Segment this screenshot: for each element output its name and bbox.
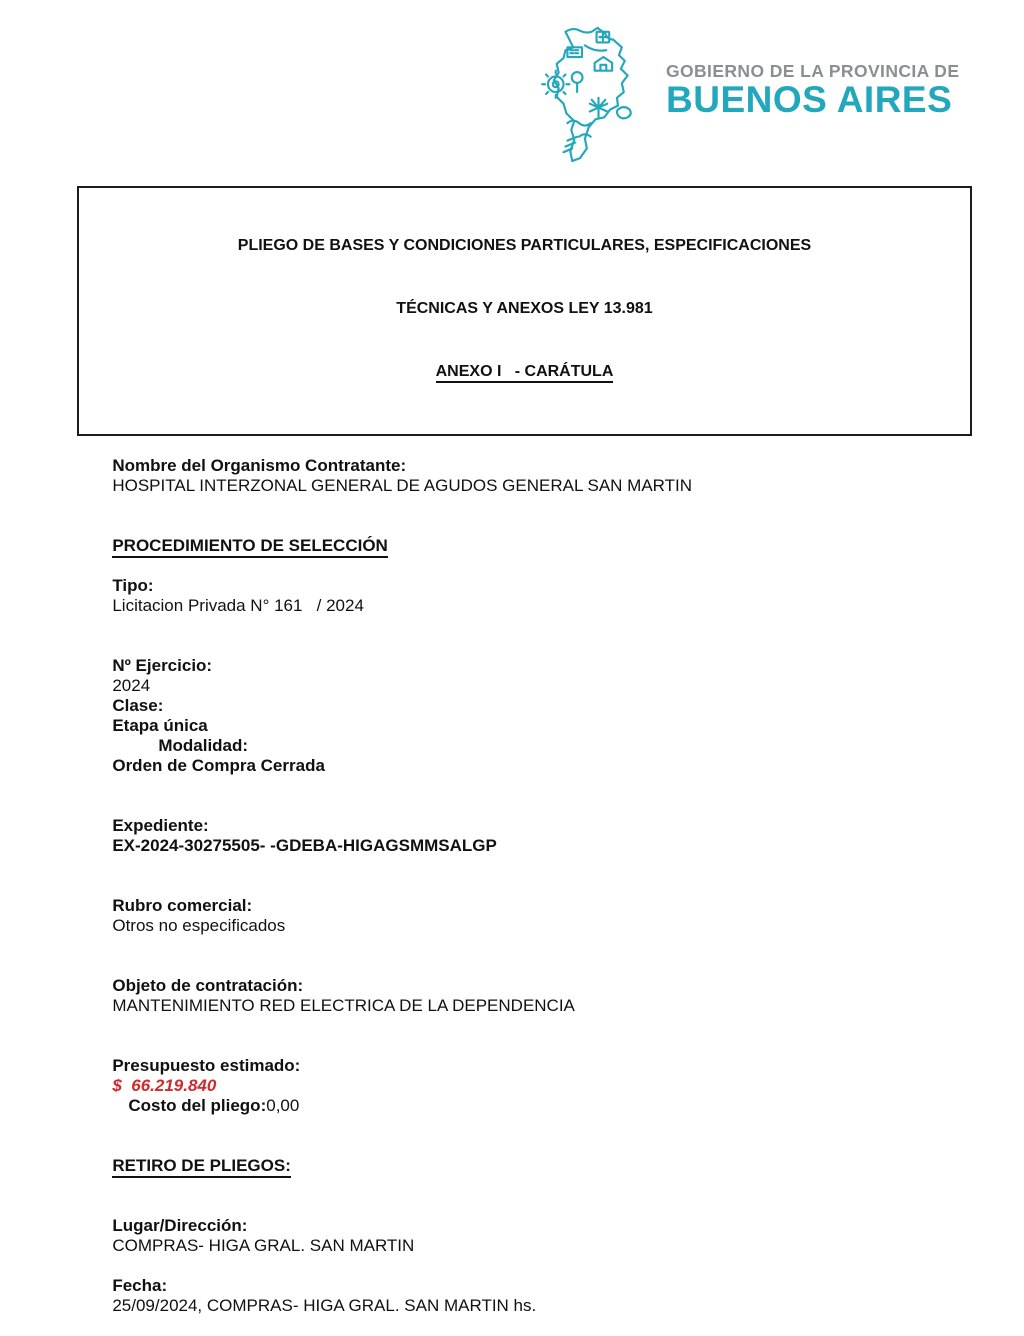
field-expediente	[84, 796, 960, 876]
modalidad-value: Orden de Compra Cerrada	[112, 756, 325, 775]
field-organismo	[84, 436, 960, 516]
title-line-3-wrap	[89, 361, 960, 382]
ejercicio-value: 2024	[112, 676, 151, 695]
title-line-2: TÉCNICAS Y ANEXOS LEY 13.981	[396, 300, 653, 317]
objeto-value: MANTENIMIENTO RED ELECTRICA DE LA DEPENDENCIA	[112, 996, 575, 1015]
field-rubro	[84, 876, 960, 956]
modalidad-label: Modalidad:	[158, 736, 249, 755]
procedimiento-heading: PROCEDIMIENTO DE SELECCIÓN	[112, 536, 388, 558]
title-line-1: PLIEGO DE BASES Y CONDICIONES PARTICULARES, ESPECIFICACIONES	[237, 237, 812, 254]
rubro-label: Rubro comercial:	[112, 896, 253, 915]
objeto-label: Objeto de contratación:	[112, 976, 304, 995]
costo-label: Costo del pliego:	[128, 1096, 267, 1115]
organismo-value: HOSPITAL INTERZONAL GENERAL DE AGUDOS GENERAL SAN MARTIN	[112, 476, 693, 495]
retiro-heading: RETIRO DE PLIEGOS:	[112, 1156, 291, 1178]
gba-logo	[538, 24, 959, 162]
fecha-label: Fecha:	[112, 1276, 168, 1295]
logo-org-name: BUENOS AIRES	[666, 79, 953, 120]
lugar-value: COMPRAS- HIGA GRAL. SAN MARTIN	[112, 1236, 415, 1255]
presupuesto-label: Presupuesto estimado:	[112, 1056, 301, 1075]
tipo-label: Tipo:	[112, 576, 154, 595]
field-presupuesto	[84, 1036, 960, 1136]
field-ejercicio-clase-modalidad	[84, 636, 960, 796]
section-procedimiento	[84, 516, 960, 636]
section-retiro	[84, 1136, 960, 1196]
tipo-value: Licitacion Privada N° 161 / 2024	[112, 596, 364, 615]
lugar-label: Lugar/Dirección:	[112, 1216, 248, 1235]
fecha-value: 25/09/2024, COMPRAS- HIGA GRAL. SAN MARTIN hs.	[112, 1296, 537, 1315]
field-lugar-fecha	[84, 1196, 960, 1336]
expediente-label: Expediente:	[112, 816, 209, 835]
clase-value: Etapa única	[112, 716, 208, 735]
costo-value: 0,00	[266, 1096, 300, 1115]
document-content	[84, 0, 960, 1336]
logo-text	[666, 62, 959, 118]
clase-label: Clase:	[112, 696, 164, 715]
title-line-3: ANEXO I - CARÁTULA	[436, 363, 614, 383]
title-box	[77, 186, 972, 436]
expediente-value: EX-2024-30275505- -GDEBA-HIGAGSMMSALGP	[112, 836, 497, 855]
rubro-value: Otros no especificados	[112, 916, 286, 935]
buenos-aires-map-doodle-icon	[538, 24, 660, 162]
ejercicio-label: Nº Ejercicio:	[112, 656, 213, 675]
field-objeto	[84, 956, 960, 1036]
organismo-label: Nombre del Organismo Contratante:	[112, 456, 407, 475]
logo-gov-line: GOBIERNO DE LA PROVINCIA DE	[666, 61, 960, 81]
presupuesto-amount: $ 66.219.840	[112, 1076, 217, 1095]
